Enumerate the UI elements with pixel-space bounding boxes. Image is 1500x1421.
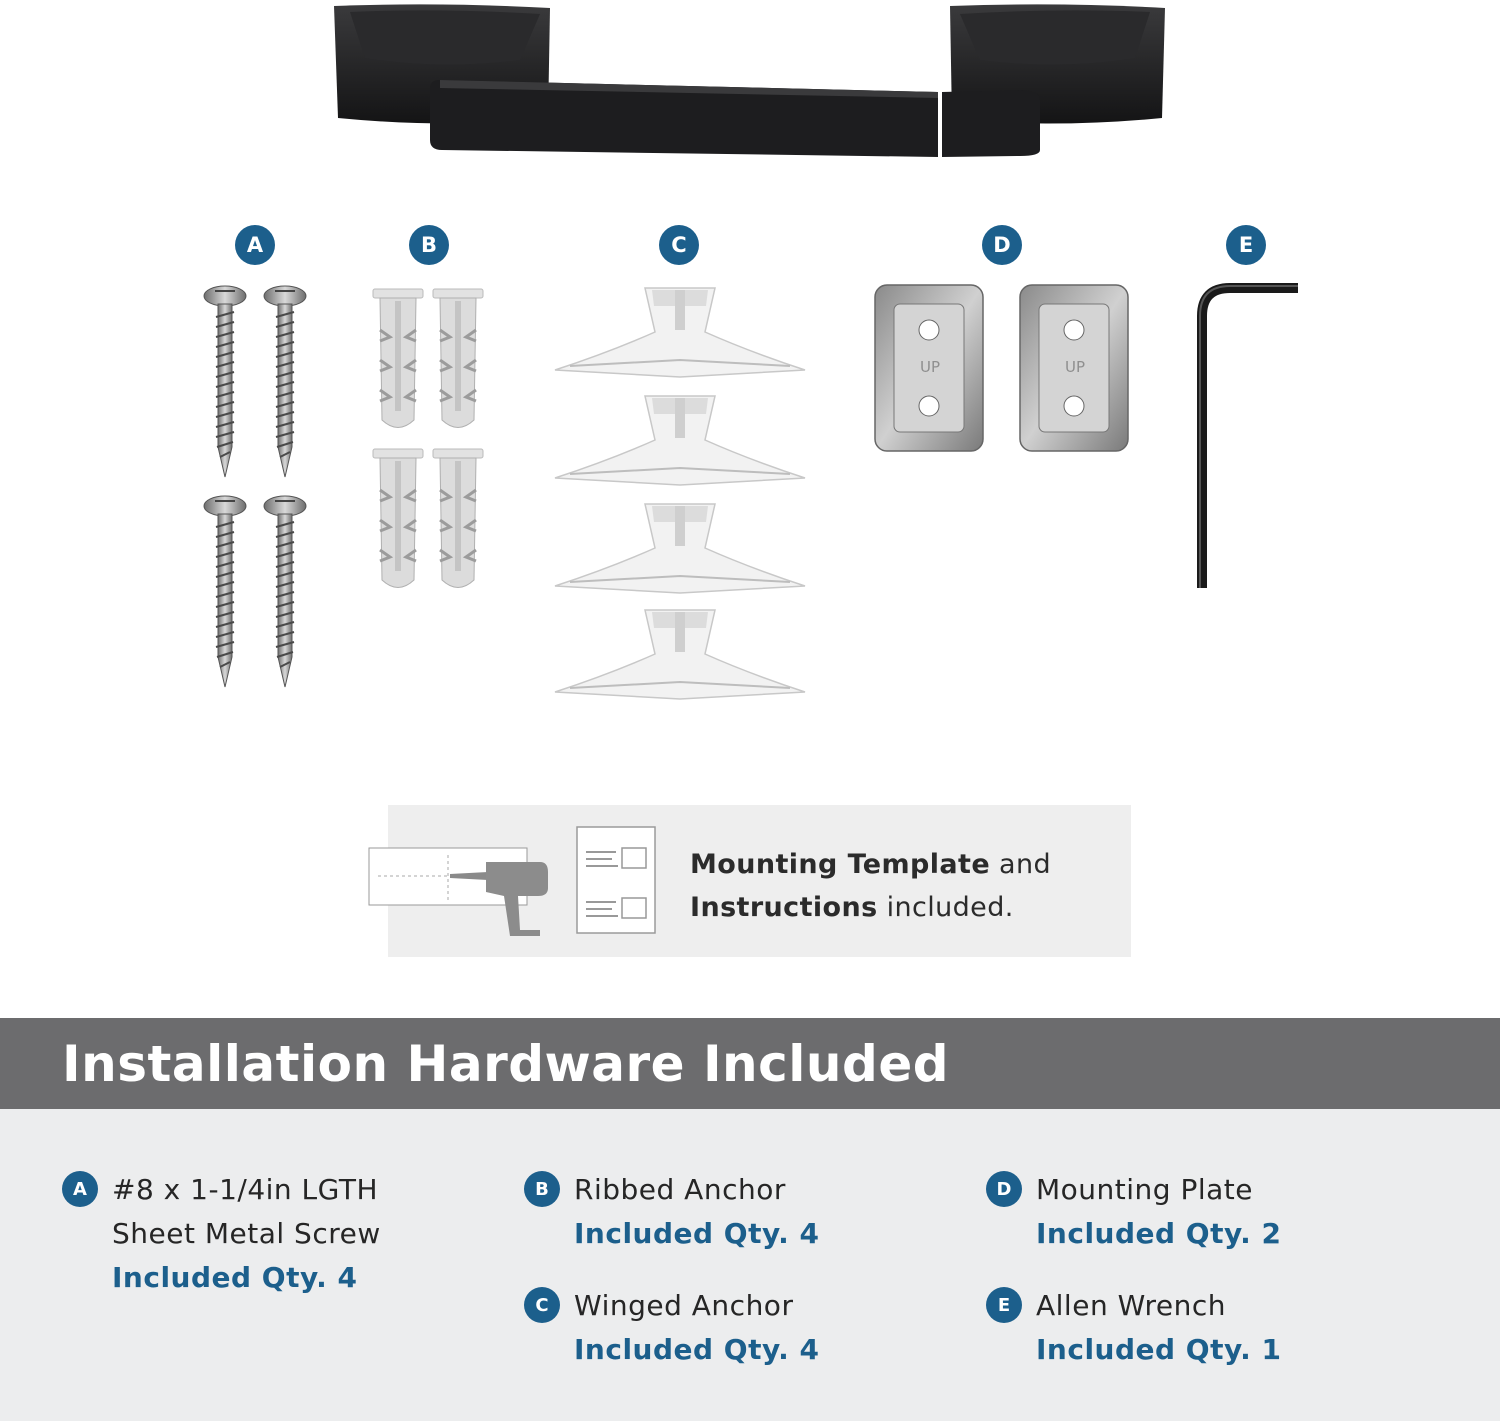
winged-anchors-image <box>550 280 810 700</box>
product-holder-image <box>320 0 1180 165</box>
template-note-text2: included. <box>877 892 1014 923</box>
part-name: Winged Anchor <box>574 1289 794 1322</box>
part-qty: Included Qty. 1 <box>1036 1333 1282 1366</box>
list-badge-e: E <box>986 1287 1022 1323</box>
part-name-line1: #8 x 1-1/4in LGTH <box>112 1173 379 1206</box>
mounting-plates-image <box>870 280 1135 460</box>
list-item-d <box>1036 1168 1282 1256</box>
section-title: Installation Hardware Included <box>62 1035 950 1093</box>
instructions-document-icon <box>576 826 658 936</box>
list-badge-b: B <box>524 1171 560 1207</box>
plate-up-label: UP <box>1065 358 1086 376</box>
part-name: Allen Wrench <box>1036 1289 1227 1322</box>
list-badge-d: D <box>986 1171 1022 1207</box>
template-note <box>690 843 1051 929</box>
allen-wrench-image <box>1190 280 1305 595</box>
template-note-bold2: Instructions <box>690 892 878 923</box>
list-badge-a: A <box>62 1171 98 1207</box>
part-qty: Included Qty. 4 <box>574 1217 820 1250</box>
part-name-line2: Sheet Metal Screw <box>112 1217 381 1250</box>
badge-c: C <box>659 225 699 265</box>
screws-image <box>195 280 320 700</box>
list-item-e <box>1036 1284 1282 1372</box>
ribbed-anchors-image <box>365 285 495 595</box>
part-qty: Included Qty. 4 <box>112 1261 358 1294</box>
part-qty: Included Qty. 2 <box>1036 1217 1282 1250</box>
part-name: Ribbed Anchor <box>574 1173 786 1206</box>
drill-template-icon <box>368 840 553 938</box>
template-note-bold1: Mounting Template <box>690 849 991 880</box>
list-item-c <box>574 1284 820 1372</box>
plate-up-label: UP <box>920 358 941 376</box>
list-badge-c: C <box>524 1287 560 1323</box>
part-name: Mounting Plate <box>1036 1173 1253 1206</box>
badge-e: E <box>1226 225 1266 265</box>
badge-d: D <box>982 225 1022 265</box>
list-item-b <box>574 1168 820 1256</box>
template-note-text1: and <box>990 849 1052 880</box>
badge-a: A <box>235 225 275 265</box>
list-item-a <box>112 1168 381 1300</box>
part-qty: Included Qty. 4 <box>574 1333 820 1366</box>
badge-b: B <box>409 225 449 265</box>
